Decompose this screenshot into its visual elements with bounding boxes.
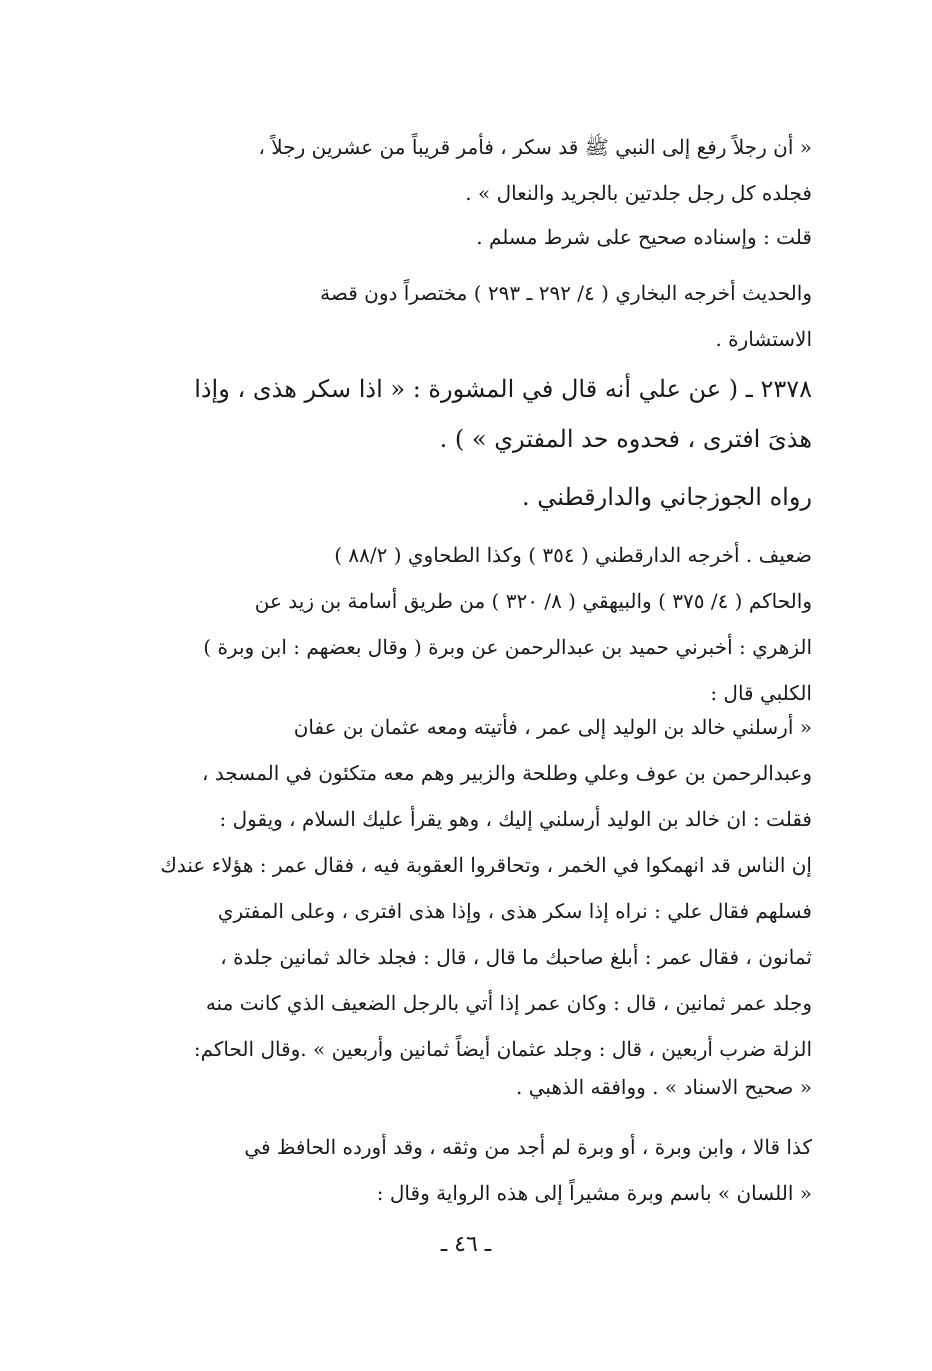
closing-paragraph <box>122 1124 812 1216</box>
text-line: الاستشارة . <box>715 327 812 351</box>
text-line: « أن رجلاً رفع إلى النبي ﷺ قد سكر ، فأمر قريباً من عشرين رجلاً ، <box>258 135 812 159</box>
hakim-verdict-paragraph <box>122 1064 812 1110</box>
text-line: ثمانون ، فقال عمر : أبلغ صاحبك ما قال ، قال : فجلد خالد ثمانين جلدة ، <box>220 945 812 969</box>
text-line: « صحيح الاسناد » . ووافقه الذهبي . <box>516 1075 812 1099</box>
page-number: ـ ٤٦ ـ <box>440 1232 492 1257</box>
text-line: « أرسلني خالد بن الوليد إلى عمر ، فأتيته ومعه عثمان بن عفان <box>293 715 812 739</box>
isnad-comment-paragraph <box>122 214 812 260</box>
text-line: الزلة ضرب أربعين ، قال : وجلد عثمان أيضاً ثمانين وأربعين » .وقال الحاكم: <box>193 1037 812 1061</box>
text-line: « اللسان » باسم وبرة مشيراً إلى هذه الرواية وقال : <box>376 1181 812 1205</box>
text-line: والحديث أخرجه البخاري ( ٤/ ٢٩٢ ـ ٢٩٣ ) مختصراً دون قصة <box>320 281 812 305</box>
text-line: قلت : وإسناده صحيح على شرط مسلم . <box>476 225 812 249</box>
text-line: إن الناس قد انهمكوا في الخمر ، وتحاقروا العقوبة فيه ، فقال عمر : هؤلاء عندك <box>160 853 812 877</box>
bukhari-note-paragraph <box>122 270 812 362</box>
hadith-2378-paragraph <box>122 364 812 464</box>
narration-paragraph <box>122 704 812 1072</box>
text-line: الكلبي قال : <box>710 681 812 705</box>
narrators-paragraph <box>122 472 812 522</box>
text-line: هذىَ افترى ، فحدوه حد المفتري » ) . <box>439 425 812 453</box>
text-line: ضعيف . أخرجه الدارقطني ( ٣٥٤ ) وكذا الطحاوي ( ٨٨/٢ ) <box>334 543 812 567</box>
text-line: الزهري : أخبرني حميد بن عبدالرحمن عن وبرة ( وقال بعضهم : ابن وبرة ) <box>203 635 812 659</box>
text-line: والحاكم ( ٤/ ٣٧٥ ) والبيهقي ( ٨/ ٣٢٠ ) من طريق أسامة بن زيد عن <box>254 589 812 613</box>
text-line: كذا قالا ، وابن وبرة ، أو وبرة لم أجد من وثقه ، وقد أورده الحافظ في <box>244 1135 812 1159</box>
hadith-quote-paragraph <box>122 124 812 216</box>
text-line: وجلد عمر ثمانين ، قال : وكان عمر إذا أتي بالرجل الضعيف الذي كانت منه <box>205 991 812 1015</box>
takhrij-paragraph <box>122 532 812 716</box>
text-line: ٢٣٧٨ ـ ( عن علي أنه قال في المشورة : « اذا سكر هذى ، وإذا <box>194 375 812 403</box>
text-line: رواه الجوزجاني والدارقطني . <box>521 483 812 511</box>
text-line: فقلت : ان خالد بن الوليد أرسلني إليك ، وهو يقرأ عليك السلام ، ويقول : <box>219 807 812 831</box>
text-line: فجلده كل رجل جلدتين بالجريد والنعال » . <box>465 181 812 205</box>
text-line: فسلهم فقال علي : نراه إذا سكر هذى ، وإذا هذى افترى ، وعلى المفتري <box>217 899 812 923</box>
text-line: وعبدالرحمن بن عوف وعلي وطلحة والزبير وهم معه متكئون في المسجد ، <box>202 761 812 785</box>
